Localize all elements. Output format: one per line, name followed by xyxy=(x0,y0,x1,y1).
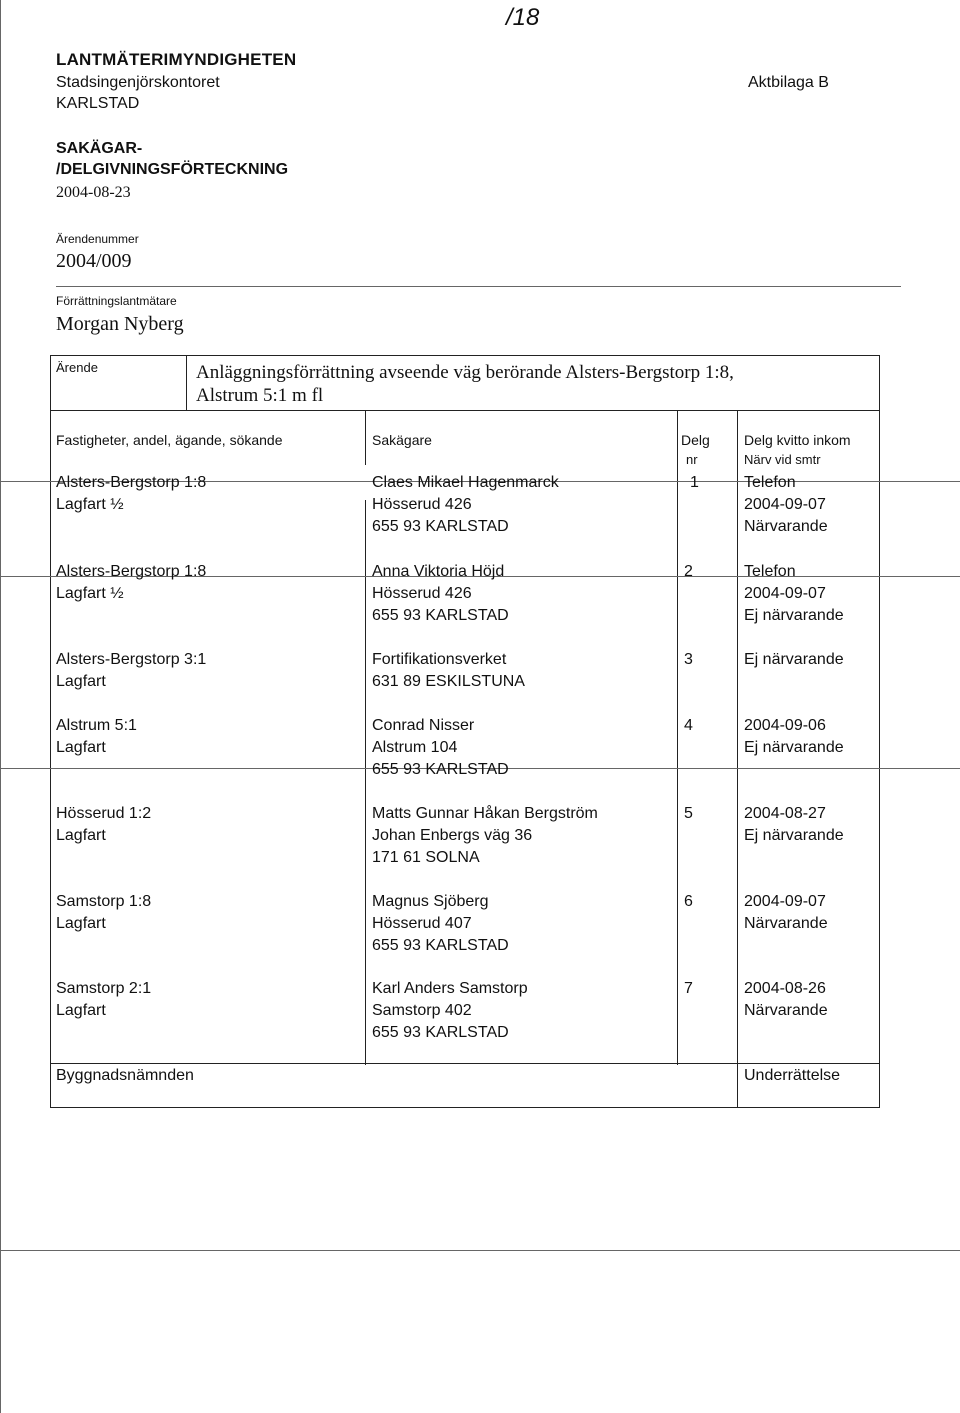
page-edge-line xyxy=(0,1250,960,1251)
row1-owner-city: 655 93 KARLSTAD xyxy=(372,518,509,535)
column-separator xyxy=(677,410,678,1065)
table-border-right xyxy=(879,355,880,1108)
column-separator xyxy=(365,410,366,465)
header-receipt: Delg kvitto inkom xyxy=(744,432,851,448)
row6-owner-address: Hösserud 407 xyxy=(372,915,472,932)
document-title-line1: SAKÄGAR- xyxy=(56,140,143,157)
row5-presence: Ej närvarande xyxy=(744,827,844,844)
row5-receipt-date: 2004-08-27 xyxy=(744,805,826,822)
arende-text-line2: Alstrum 5:1 m fl xyxy=(196,385,324,406)
row2-nr: 2 xyxy=(684,563,693,580)
row7-title: Lagfart xyxy=(56,1002,106,1019)
header-nr: nr xyxy=(686,452,698,467)
row7-receipt-date: 2004-08-26 xyxy=(744,980,826,997)
document-date: 2004-08-23 xyxy=(56,184,131,201)
row7-property: Samstorp 2:1 xyxy=(56,980,152,997)
city-name: KARLSTAD xyxy=(56,95,140,112)
row8-notice: Underrättelse xyxy=(744,1067,841,1084)
row2-owner-name: Anna Viktoria Höjd xyxy=(372,563,505,580)
header-owner: Sakägare xyxy=(372,432,432,448)
row6-owner-name: Magnus Sjöberg xyxy=(372,893,489,910)
authority-name: LANTMÄTERIMYNDIGHETEN xyxy=(56,50,297,69)
row5-nr: 5 xyxy=(684,805,693,822)
row1-title: Lagfart ½ xyxy=(56,496,124,513)
page-number-mark: /18 xyxy=(506,4,540,31)
row6-owner-city: 655 93 KARLSTAD xyxy=(372,937,509,954)
header-delg: Delg xyxy=(681,432,710,448)
row3-title: Lagfart xyxy=(56,673,106,690)
page-edge-line xyxy=(0,0,1,1413)
table-border-left xyxy=(50,355,51,1108)
surveyor-name: Morgan Nyberg xyxy=(56,313,184,335)
table-border-bottom xyxy=(50,1107,880,1108)
row1-owner-name: Claes Mikael Hagenmarck xyxy=(372,474,559,491)
row1-nr: 1 xyxy=(690,474,699,491)
column-separator xyxy=(365,500,366,1065)
document-title-line2: /DELGIVNINGSFÖRTECKNING xyxy=(56,161,289,178)
row2-receipt: Telefon xyxy=(744,563,796,580)
row5-owner-city: 171 61 SOLNA xyxy=(372,849,480,866)
row6-nr: 6 xyxy=(684,893,693,910)
row6-property: Samstorp 1:8 xyxy=(56,893,152,910)
row5-title: Lagfart xyxy=(56,827,106,844)
row5-owner-address: Johan Enbergs väg 36 xyxy=(372,827,533,844)
row2-owner-city: 655 93 KARLSTAD xyxy=(372,607,509,624)
arende-label: Ärende xyxy=(56,360,98,375)
row3-property: Alsters-Bergstorp 3:1 xyxy=(56,651,207,668)
row1-owner-address: Hösserud 426 xyxy=(372,496,472,513)
row7-presence: Närvarande xyxy=(744,1002,828,1019)
row4-title: Lagfart xyxy=(56,739,106,756)
row4-owner-city: 655 93 KARLSTAD xyxy=(372,761,509,778)
row2-presence: Ej närvarande xyxy=(744,607,844,624)
row5-property: Hösserud 1:2 xyxy=(56,805,152,822)
table-border-top xyxy=(50,355,880,356)
arende-bottom xyxy=(50,410,880,411)
surveyor-label: Förrättningslantmätare xyxy=(56,294,177,308)
row7-owner-address: Samstorp 402 xyxy=(372,1002,472,1019)
row7-owner-name: Karl Anders Samstorp xyxy=(372,980,528,997)
row3-nr: 3 xyxy=(684,651,693,668)
row1-presence: Närvarande xyxy=(744,518,828,535)
row8-party: Byggnadsnämnden xyxy=(56,1067,194,1084)
case-number: 2004/009 xyxy=(56,250,132,272)
row6-presence: Närvarande xyxy=(744,915,828,932)
row6-title: Lagfart xyxy=(56,915,106,932)
row3-owner-name: Fortifikationsverket xyxy=(372,651,507,668)
row2-property: Alsters-Bergstorp 1:8 xyxy=(56,563,207,580)
column-separator xyxy=(737,410,738,1108)
row4-owner-address: Alstrum 104 xyxy=(372,739,458,756)
row4-nr: 4 xyxy=(684,717,693,734)
row7-nr: 7 xyxy=(684,980,693,997)
row4-owner-name: Conrad Nisser xyxy=(372,717,475,734)
arende-text-line1: Anläggningsförrättning avseende väg berörande Alsters-Bergstorp 1:8, xyxy=(196,362,734,383)
department-name: Stadsingenjörskontoret xyxy=(56,74,220,91)
row3-receipt: Ej närvarande xyxy=(744,651,844,668)
row5-owner-name: Matts Gunnar Håkan Bergström xyxy=(372,805,598,822)
row6-receipt-date: 2004-09-07 xyxy=(744,893,826,910)
row2-owner-address: Hösserud 426 xyxy=(372,585,472,602)
annex-label: Aktbilaga B xyxy=(748,74,829,91)
row4-property: Alstrum 5:1 xyxy=(56,717,137,734)
header-presence: Närv vid smtr xyxy=(744,452,821,467)
row2-title: Lagfart ½ xyxy=(56,585,124,602)
row4-receipt-date: 2004-09-06 xyxy=(744,717,826,734)
row4-presence: Ej närvarande xyxy=(744,739,844,756)
arende-divider xyxy=(186,355,187,410)
divider xyxy=(56,286,901,287)
row1-receipt-date: 2004-09-07 xyxy=(744,496,826,513)
case-number-label: Ärendenummer xyxy=(56,232,139,246)
row-line xyxy=(50,1063,880,1064)
row3-owner-address: 631 89 ESKILSTUNA xyxy=(372,673,525,690)
row7-owner-city: 655 93 KARLSTAD xyxy=(372,1024,509,1041)
row1-receipt: Telefon xyxy=(744,474,796,491)
row1-property: Alsters-Bergstorp 1:8 xyxy=(56,474,207,491)
header-property: Fastigheter, andel, ägande, sökande xyxy=(56,432,283,448)
row2-receipt-date: 2004-09-07 xyxy=(744,585,826,602)
